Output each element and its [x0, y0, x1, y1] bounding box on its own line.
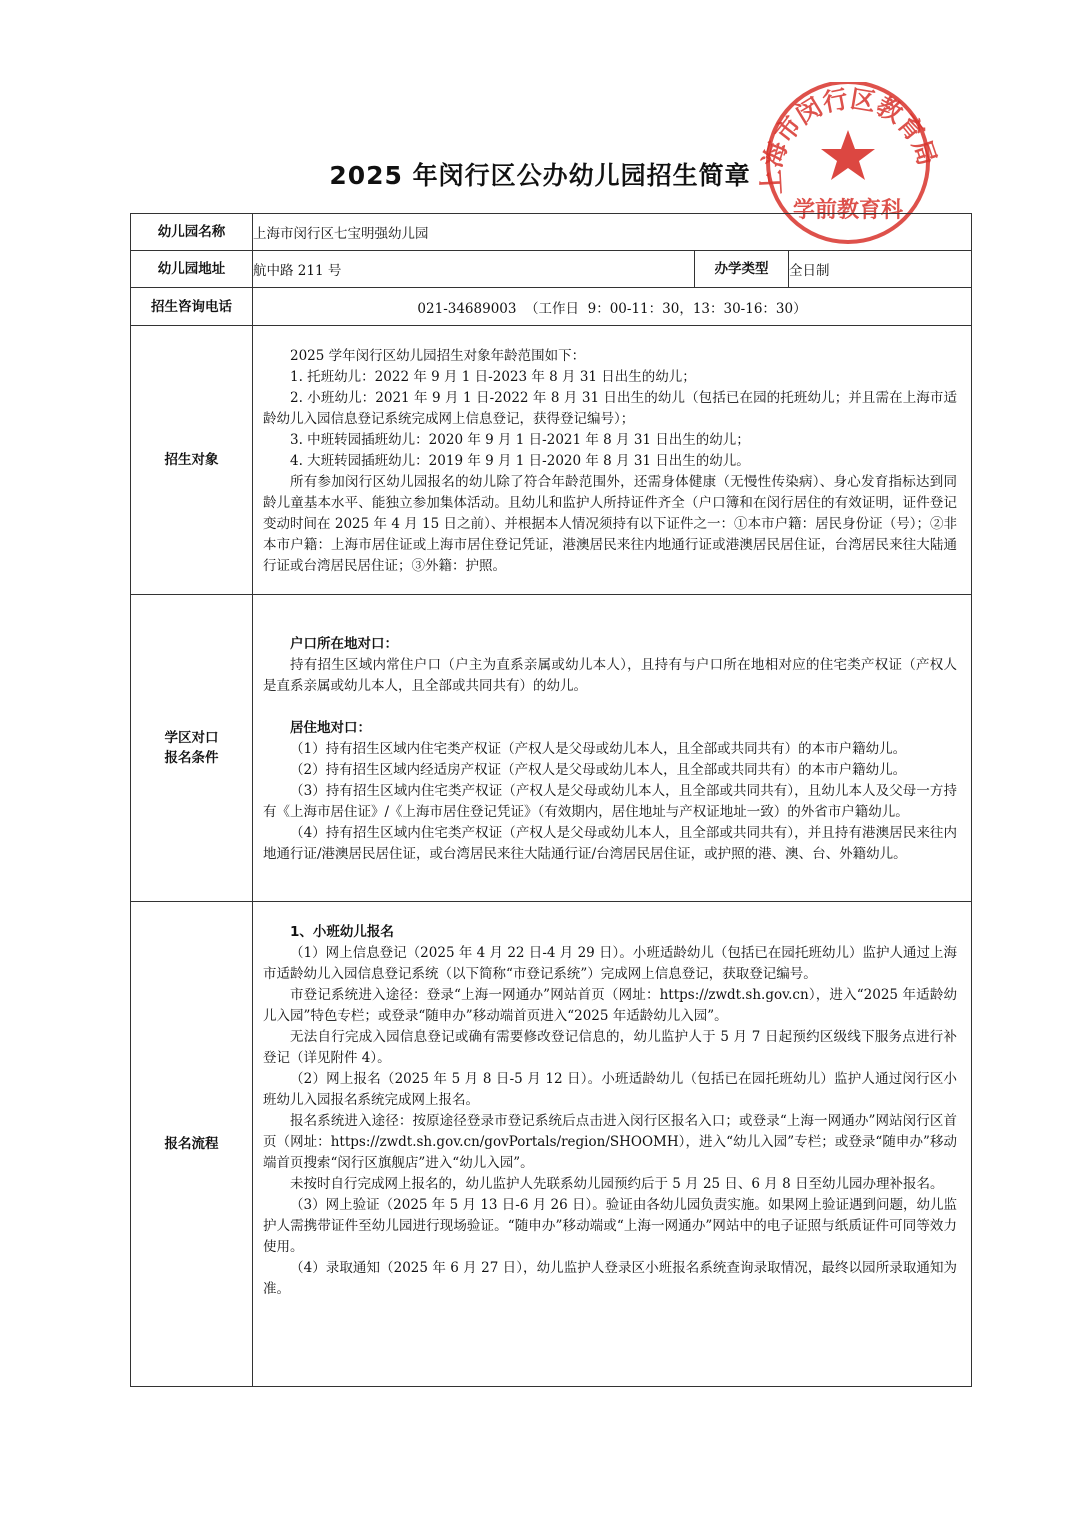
process-paragraph: （3）网上验证（2025 年 5 月 13 日-6 月 26 日）。验证由各幼儿园负责实施。如果网上验证遇到问题，幼儿监护人需携带证件至幼儿园进行现场验证。“随申办”移动端或“上海一网通办”网站中的电子证照与纸质证件可同等效力使用。 — [263, 1197, 958, 1255]
row-district-conditions — [131, 595, 972, 902]
hukou-text: 持有招生区域内常住户口（户主为直系亲属或幼儿本人），且持有与户口所在地相对应的住宅类产权证（产权人是直系亲属或幼儿本人，且全部或共同共有）的幼儿。 — [263, 656, 958, 694]
label-district-conditions — [131, 595, 253, 902]
target-line: 3. 中班转园插班幼儿：2020 年 9 月 1 日-2021 年 8 月 31 日出生的幼儿； — [290, 431, 750, 448]
label-kindergarten-address: 幼儿园地址 — [131, 251, 253, 288]
target-line: 1. 托班幼儿：2022 年 9 月 1 日-2023 年 8 月 31 日出生的幼儿； — [290, 368, 696, 385]
value-kindergarten-name: 上海市闵行区七宝明强幼儿园 — [253, 214, 972, 251]
label-consult-phone: 招生咨询电话 — [131, 288, 253, 326]
row-consult-phone — [131, 288, 972, 326]
target-line: 2. 小班幼儿：2021 年 9 月 1 日-2022 年 8 月 31 日出生的幼儿（包括已在园的托班幼儿；并且需在上海市适龄幼儿入园信息登记系统完成网上信息登记，获得登记编号）； — [263, 389, 958, 427]
process-paragraph: 无法自行完成入园信息登记或确有需要修改登记信息的，幼儿监护人于 5 月 7 日起预约区级线下服务点进行补登记（详见附件 4）。 — [263, 1029, 958, 1066]
process-paragraph: （1）网上信息登记（2025 年 4 月 22 日-4 月 29 日）。小班适龄幼儿（包括已在园托班幼儿）监护人通过上海市适龄幼儿入园信息登记系统（以下简称“市登记系统”）完成网上信息登记，获取登记编号。 — [263, 945, 958, 982]
enrollment-table — [130, 213, 972, 1387]
label-kindergarten-name: 幼儿园名称 — [131, 214, 253, 251]
label-enrollment-target: 招生对象 — [131, 326, 253, 595]
target-line: 4. 大班转园插班幼儿：2019 年 9 月 1 日-2020 年 8 月 31 日出生的幼儿。 — [290, 452, 750, 469]
row-enrollment-target — [131, 326, 972, 595]
seal-star-icon — [821, 130, 875, 180]
hukou-title: 户口所在地对口： — [290, 635, 398, 652]
document-title: 2025 年闵行区公办幼儿园招生简章 — [329, 161, 751, 190]
district-conditions-content — [253, 622, 971, 875]
process-paragraph: （4）录取通知（2025 年 6 月 27 日），幼儿监护人登录区小班报名系统查询录取情况，最终以园所录取通知为准。 — [263, 1260, 958, 1297]
seal-dept: 学前教育科 — [792, 198, 904, 223]
value-consult-phone: 021-34689003 （工作日 9：00-11：30，13：30-16：30） — [253, 288, 972, 326]
label-district-line2: 报名条件 — [164, 750, 219, 766]
process-paragraph: 市登记系统进入途径：登录“上海一网通办”网站首页（网址：https://zwdt.sh.gov.cn），进入“2025 年适龄幼儿入园”特色专栏；或登录“随申办”移动端首页进入“2025 年适龄幼儿入园”。 — [263, 987, 958, 1024]
label-district-line1: 学区对口 — [164, 730, 219, 746]
process-paragraph: 未按时自行完成网上报名的，幼儿监护人先联系幼儿园预约后于 5 月 25 日、6 月 8 日至幼儿园办理补报名。 — [290, 1176, 944, 1192]
row-kindergarten-name — [131, 214, 972, 251]
residence-item: （1）持有招生区域内住宅类产权证（产权人是父母或幼儿本人，且全部或共同共有）的本市户籍幼儿。 — [290, 740, 907, 757]
residence-item: （3）持有招生区域内住宅类产权证（产权人是父母或幼儿本人，且全部或共同共有），且幼儿本人及父母一方持有《上海市居住证》/《上海市居住登记凭证》（有效期内，居住地址与产权证地址一致）的外省市户籍幼儿。 — [263, 782, 958, 820]
residence-title: 居住地对口： — [290, 719, 371, 736]
value-school-type: 全日制 — [789, 251, 972, 288]
process-heading: 1、小班幼儿报名 — [290, 924, 394, 940]
label-enrollment-process: 报名流程 — [131, 902, 253, 1387]
target-line: 2025 学年闵行区幼儿园招生对象年龄范围如下： — [290, 347, 586, 364]
seal-text: 上海市闵行区教育局 — [756, 84, 943, 196]
residence-item: （2）持有招生区域内经适房产权证（产权人是父母或幼儿本人，且全部或共同共有）的本市户籍幼儿。 — [290, 761, 907, 778]
residence-item: （4）持有招生区域内住宅类产权证（产权人是父母或幼儿本人，且全部或共同共有），并且持有港澳居民来往内地通行证/港澳居民居住证，或台湾居民来往大陆通行证/台湾居民居住证，或护照的港、澳、台、外籍幼儿。 — [263, 824, 958, 862]
row-enrollment-process — [131, 902, 972, 1387]
process-paragraph: 报名系统进入途径：按原途径登录市登记系统后点击进入闵行区报名入口；或登录“上海一网通办”网站闵行区首页（网址：https://zwdt.sh.gov.cn/govPortals/region/SHOOMH），进入“幼儿入园”专栏；或登录“随申办”移动端首页搜索“闵行区旗舰店”进入“幼儿入园”。 — [263, 1113, 958, 1171]
enrollment-target-content — [253, 334, 971, 587]
process-paragraph: （2）网上报名（2025 年 5 月 8 日-5 月 12 日）。小班适龄幼儿（包括已在园托班幼儿）监护人通过闵行区小班幼儿入园报名系统完成网上报名。 — [263, 1071, 958, 1108]
row-kindergarten-address — [131, 251, 972, 288]
label-school-type: 办学类型 — [695, 251, 789, 288]
enrollment-process-content — [253, 902, 971, 1310]
value-kindergarten-address: 航中路 211 号 — [253, 251, 695, 288]
target-line: 所有参加闵行区幼儿园报名的幼儿除了符合年龄范围外，还需身体健康（无慢性传染病）、身心发育指标达到同龄儿童基本水平、能独立参加集体活动。且幼儿和监护人所持证件齐全（户口簿和在闵行居住的有效证明，证件登记变动时间在 2025 年 4 月 15 日之前）、并根据本人情况须持有以下证件之一：①本市户籍：居民身份证（号）；②非本市户籍：上海市居住证或上海市居住登记凭证，港澳居民来往内地通行证或港澳居民居住证，台湾居民来往大陆通行证或台湾居民居住证；③外籍：护照。 — [263, 473, 958, 574]
